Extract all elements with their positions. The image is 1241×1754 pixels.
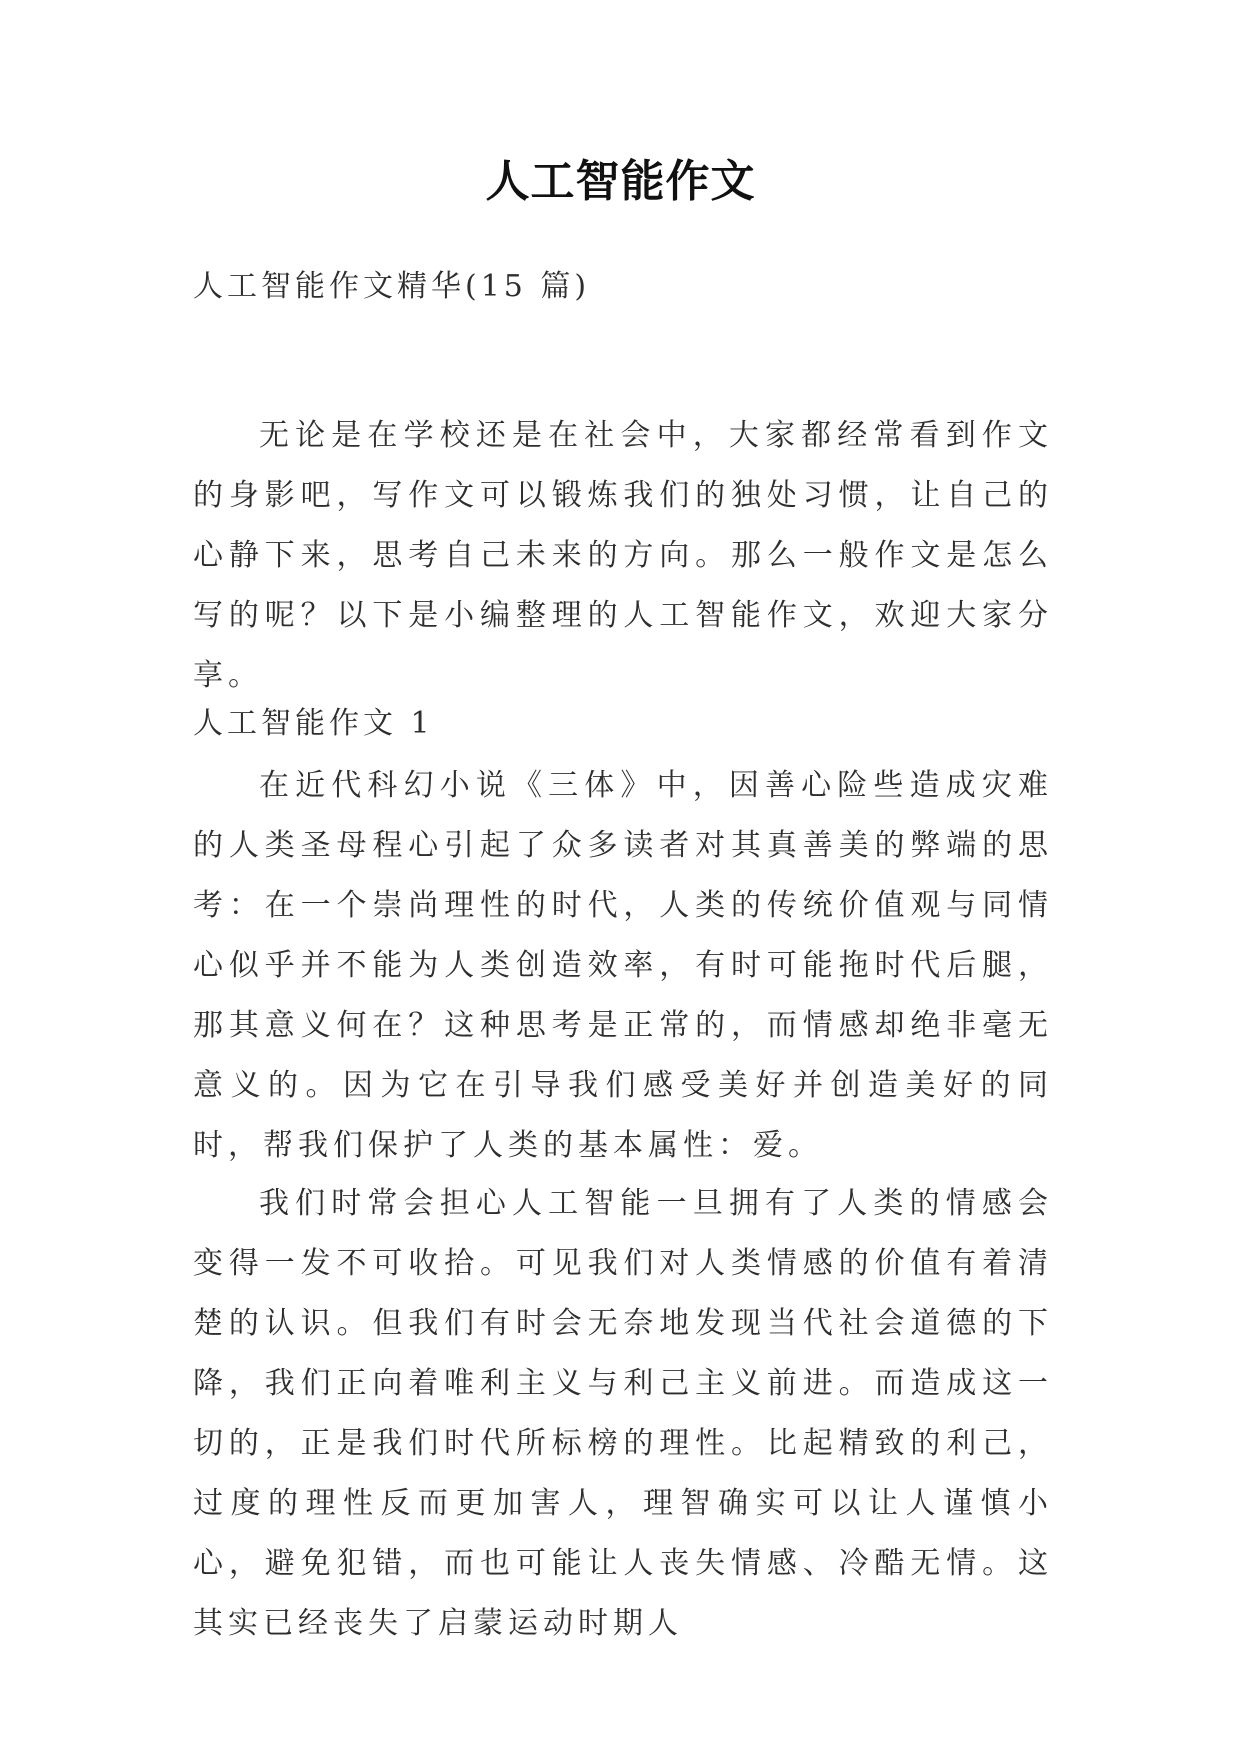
intro-paragraph: 无论是在学校还是在社会中，大家都经常看到作文的身影吧，写作文可以锻炼我们的独处习惯，让自己的心静下来，思考自己未来的方向。那么一般作文是怎么写的呢？以下是小编整理的人工智能作文，欢迎大家分享。	[193, 418, 1053, 693]
document-title: 人工智能作文	[485, 156, 756, 207]
section-heading: 人工智能作文 1	[193, 706, 434, 741]
document-subtitle: 人工智能作文精华(15 篇)	[193, 269, 591, 304]
body-paragraph-1: 在近代科幻小说《三体》中，因善心险些造成灾难的人类圣母程心引起了众多读者对其真善美的弊端的思考：在一个崇尚理性的时代，人类的传统价值观与同情心似乎并不能为人类创造效率，有时可能拖时代后腿，那其意义何在？这种思考是正常的，而情感却绝非毫无意义的。因为它在引导我们感受美好并创造美好的同时，帮我们保护了人类的基本属性：爱。	[193, 768, 1053, 1163]
body-paragraph-2: 我们时常会担心人工智能一旦拥有了人类的情感会变得一发不可收拾。可见我们对人类情感的价值有着清楚的认识。但我们有时会无奈地发现当代社会道德的下降，我们正向着唯利主义与利己主义前进。而造成这一切的，正是我们时代所标榜的理性。比起精致的利己，过度的理性反而更加害人，理智确实可以让人谨慎小心，避免犯错，而也可能让人丧失情感、冷酷无情。这其实已经丧失了启蒙运动时期人	[193, 1186, 1053, 1641]
